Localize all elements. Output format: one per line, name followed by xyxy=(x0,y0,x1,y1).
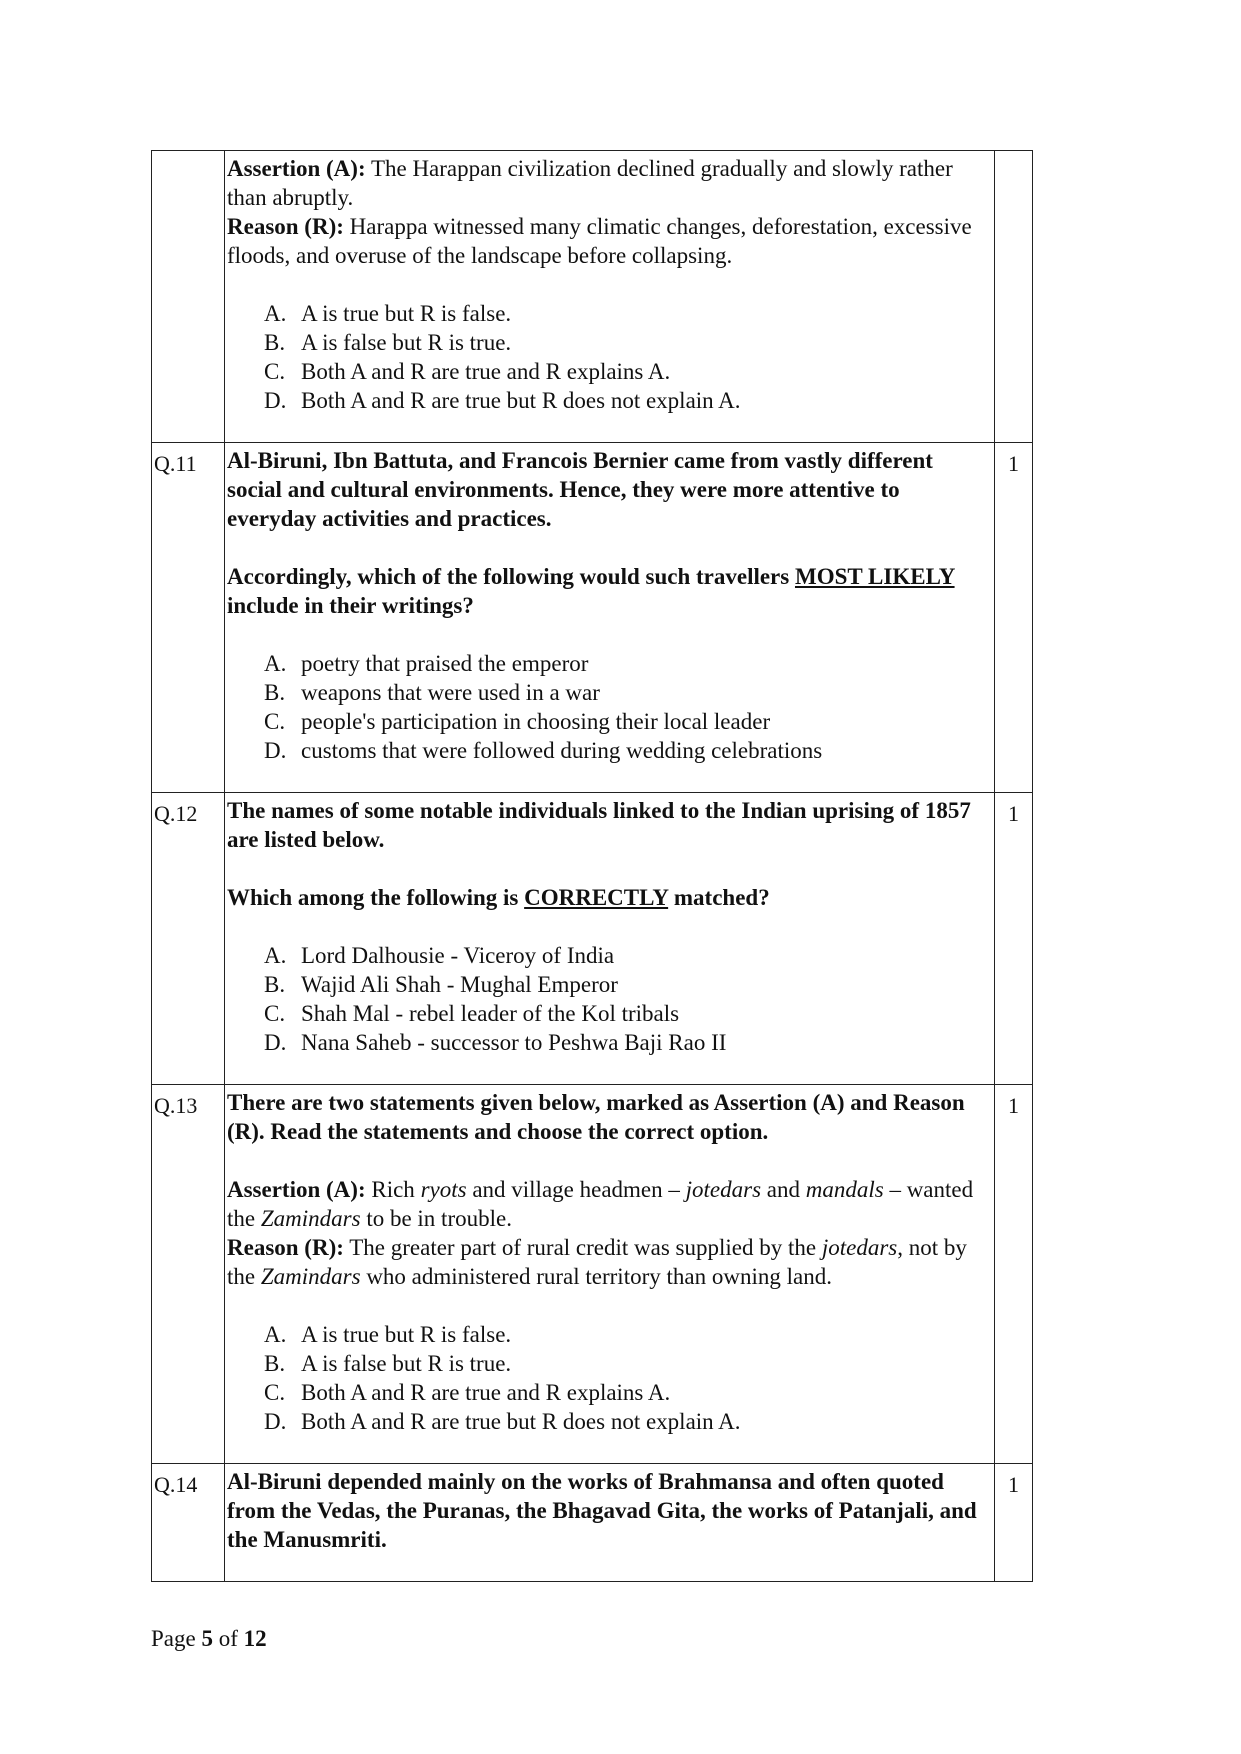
option-b: B. A is false but R is true. xyxy=(264,330,512,355)
question-row-q13 xyxy=(152,1085,1033,1464)
option-a: A. poetry that praised the emperor xyxy=(264,651,589,676)
question-prompt: Which among the following is CORRECTLY matched? xyxy=(227,885,770,910)
emphasis: MOST LIKELY xyxy=(794,564,955,589)
option-a: A. A is true but R is false. xyxy=(264,1322,512,1347)
reason-text: Harappa witnessed many climatic changes, deforestation, excessive floods, and overuse of the landscape before collapsing. xyxy=(227,214,972,268)
option-b: B. Wajid Ali Shah - Mughal Emperor xyxy=(264,972,618,997)
option-c: C. Shah Mal - rebel leader of the Kol tribals xyxy=(264,1001,680,1026)
question-number-cell xyxy=(152,151,225,443)
question-number: Q.12 xyxy=(152,793,225,1085)
option-b: B. A is false but R is true. xyxy=(264,1351,512,1376)
option-a: A. Lord Dalhousie - Viceroy of India xyxy=(264,943,615,968)
question-stem: Al-Biruni depended mainly on the works of Brahmansa and often quoted from the Vedas, the Puranas, the Bhagavad Gita, the works of Patanjali, and the Manusmriti. xyxy=(227,1469,977,1552)
question-number: Q.11 xyxy=(152,443,225,793)
question-row-q14 xyxy=(152,1464,1033,1582)
question-body xyxy=(225,443,995,793)
option-d: D. customs that were followed during wedding celebrations xyxy=(264,738,823,763)
options-list xyxy=(227,299,990,415)
option-c: C. Both A and R are true and R explains A. xyxy=(264,359,671,384)
question-row-q11 xyxy=(152,443,1033,793)
marks: 1 xyxy=(995,443,1033,793)
option-c: C. people's participation in choosing their local leader xyxy=(264,709,771,734)
option-b: B. weapons that were used in a war xyxy=(264,680,600,705)
assertion-label: Assertion (A): xyxy=(227,156,366,181)
question-number: Q.13 xyxy=(152,1085,225,1464)
options-list xyxy=(227,649,990,765)
question-row-q10 xyxy=(152,151,1033,443)
marks: 1 xyxy=(995,793,1033,1085)
options-list xyxy=(227,941,990,1057)
question-body xyxy=(225,1464,995,1582)
emphasis: CORRECTLY xyxy=(524,885,669,910)
option-d: D. Nana Saheb - successor to Peshwa Baji Rao II xyxy=(264,1030,727,1055)
question-body xyxy=(225,793,995,1085)
questions-table xyxy=(151,150,1033,1582)
question-prompt: Accordingly, which of the following would such travellers MOST LIKELY include in their writings? xyxy=(227,564,955,618)
question-number: Q.14 xyxy=(152,1464,225,1582)
total-pages: 12 xyxy=(243,1626,267,1651)
assertion xyxy=(227,154,990,212)
question-body xyxy=(225,1085,995,1464)
marks: 1 xyxy=(995,1464,1033,1582)
reason xyxy=(227,212,990,270)
marks: 1 xyxy=(995,1085,1033,1464)
current-page: 5 xyxy=(201,1626,213,1651)
assertion: Assertion (A): Rich ryots and village headmen – jotedars and mandals – wanted the Zamindars to be in trouble. xyxy=(227,1177,974,1231)
marks-cell xyxy=(995,151,1033,443)
reason: Reason (R): The greater part of rural credit was supplied by the jotedars, not by the Zamindars who administered rural territory than owning land. xyxy=(227,1235,967,1289)
reason-label: Reason (R): xyxy=(227,214,344,239)
page-footer: Page 5 of 12 xyxy=(151,1626,267,1651)
question-stem: There are two statements given below, marked as Assertion (A) and Reason (R). Read the statements and choose the correct option. xyxy=(227,1090,965,1144)
option-d: D. Both A and R are true but R does not explain A. xyxy=(264,388,741,413)
question-row-q12 xyxy=(152,793,1033,1085)
option-d: D. Both A and R are true but R does not explain A. xyxy=(264,1409,741,1434)
question-stem: Al-Biruni, Ibn Battuta, and Francois Bernier came from vastly different social and cultural environments. Hence, they were more attentive to everyday activities and practices. xyxy=(227,448,933,531)
assertion-text: The Harappan civilization declined gradually and slowly rather than abruptly. xyxy=(227,156,953,210)
question-stem: The names of some notable individuals linked to the Indian uprising of 1857 are listed below. xyxy=(227,798,971,852)
question-body xyxy=(225,151,995,443)
option-a: A. A is true but R is false. xyxy=(264,301,512,326)
options-list xyxy=(227,1320,990,1436)
option-c: C. Both A and R are true and R explains A. xyxy=(264,1380,671,1405)
